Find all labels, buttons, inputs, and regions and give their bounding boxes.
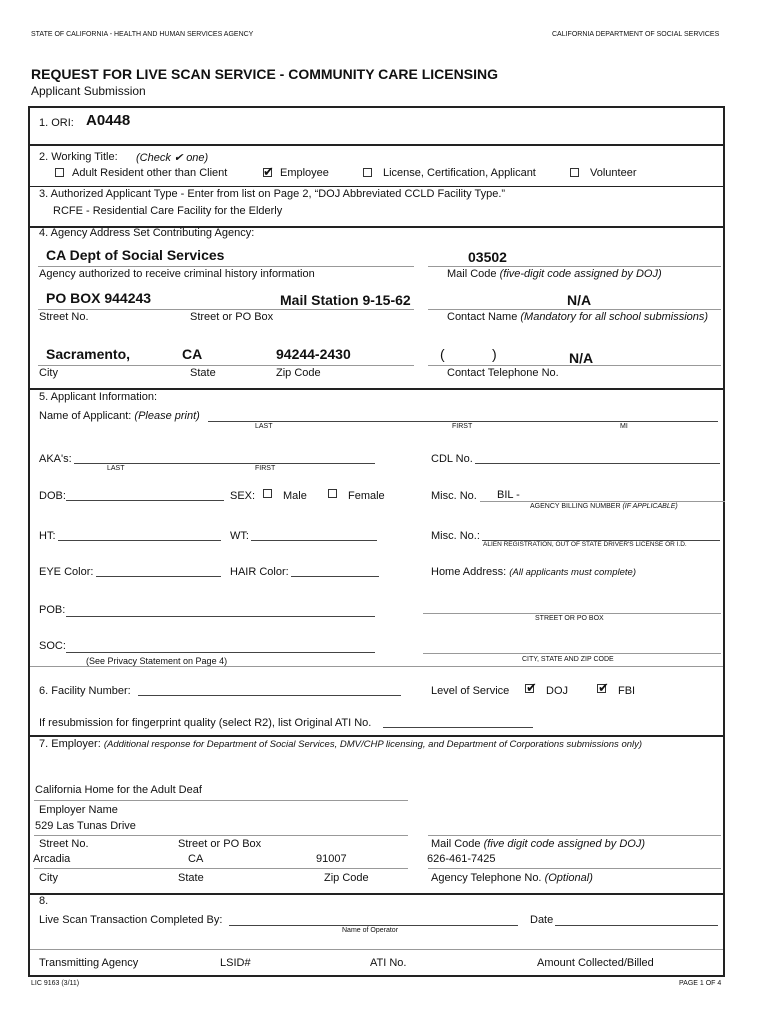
employer-label: 7. Employer: (Additional response for Department of Social Services, DMV/CHP licensing, and Department of Corporations submissions only) (39, 738, 643, 750)
dob-label: DOB: (39, 490, 66, 502)
city-value[interactable]: Sacramento, (46, 346, 131, 362)
fbi-check-icon: ✔ (598, 680, 609, 695)
employer-city-caption: City (39, 872, 58, 884)
cdl-label: CDL No. (431, 453, 473, 465)
doj-check-icon: ✔ (526, 680, 537, 695)
last-caption: LAST (255, 423, 273, 430)
department-header: CALIFORNIA DEPARTMENT OF SOCIAL SERVICES (552, 31, 720, 38)
hair-color-field[interactable] (291, 576, 379, 577)
home-street-field (423, 613, 721, 614)
employer-name-caption: Employer Name (39, 804, 118, 816)
adult-resident-checkbox[interactable] (55, 168, 64, 177)
aka-label: AKA's: (39, 453, 72, 465)
applicant-name-field[interactable] (208, 421, 718, 422)
employer-zip-caption: Zip Code (324, 872, 369, 884)
phone-open-paren: ( (440, 346, 445, 362)
street-no-caption: Street No. (39, 311, 89, 323)
agency-header: STATE OF CALIFORNIA - HEALTH AND HUMAN SERVICES AGENCY (31, 31, 254, 38)
form-title: REQUEST FOR LIVE SCAN SERVICE - COMMUNITY CARE LICENSING (31, 66, 498, 82)
soc-label: SOC: (39, 640, 66, 652)
ati-no-label: ATI No. (370, 957, 407, 969)
female-label: Female (348, 490, 385, 502)
alien-caption: ALIEN REGISTRATION, OUT OF STATE DRIVER'S LICENSE OR I.D. (483, 541, 687, 548)
employer-street-value[interactable]: 529 Las Tunas Drive (35, 820, 136, 832)
employer-phone-caption: Agency Telephone No. (Optional) (431, 872, 593, 884)
form-subtitle: Applicant Submission (31, 84, 146, 98)
phone-close-paren: ) (492, 346, 497, 362)
applicant-name-label: Name of Applicant: (Please print) (39, 410, 200, 422)
divider-2-3 (28, 186, 725, 187)
height-label: HT: (39, 530, 56, 542)
aka-first-caption: FIRST (255, 465, 276, 472)
employer-phone-line (428, 868, 721, 869)
phone-caption: Contact Telephone No. (447, 367, 559, 379)
employer-street-caption: Street or PO Box (178, 838, 262, 850)
employee-check-icon: ✔ (263, 164, 274, 179)
pob-label: POB: (39, 604, 66, 616)
resubmission-label: If resubmission for fingerprint quality (select R2), list Original ATI No. (39, 717, 372, 729)
page-number: PAGE 1 OF 4 (679, 980, 722, 987)
form-number: LIC 9163 (3/11) (31, 980, 80, 987)
check-note: (Check ✔ one) (136, 152, 209, 164)
female-checkbox[interactable] (328, 489, 337, 498)
aka-last-caption: LAST (107, 465, 125, 472)
state-caption: State (190, 367, 216, 379)
sex-label: SEX: (230, 490, 256, 502)
original-ati-field[interactable] (383, 727, 533, 728)
male-checkbox[interactable] (263, 489, 272, 498)
employer-mail-line (428, 835, 721, 836)
weight-label: WT: (230, 530, 249, 542)
home-city-caption: CITY, STATE AND ZIP CODE (522, 656, 614, 663)
applicant-type-value[interactable]: RCFE - Residential Care Facility for the Elderly (53, 205, 283, 217)
billing-number-field (480, 501, 725, 502)
ori-label: 1. ORI: (39, 117, 74, 129)
misc-no-2-label: Misc. No.: (431, 530, 480, 542)
agency-name-value[interactable]: CA Dept of Social Services (46, 247, 225, 263)
aka-field[interactable] (74, 463, 375, 464)
operator-name-field[interactable] (229, 925, 518, 926)
street-line (38, 309, 414, 310)
volunteer-checkbox[interactable] (570, 168, 579, 177)
agency-address-label: 4. Agency Address Set Contributing Agency: (39, 227, 255, 239)
employee-label: Employee (280, 167, 329, 179)
level-of-service-label: Level of Service (431, 685, 510, 697)
section-7-box (28, 735, 725, 895)
hair-color-label: HAIR Color: (230, 566, 289, 578)
mail-code-value[interactable]: 03502 (468, 249, 507, 265)
mail-code-line (428, 266, 721, 267)
working-title-label: 2. Working Title: (39, 151, 118, 163)
zip-caption: Zip Code (276, 367, 321, 379)
contact-name-line (428, 309, 721, 310)
transmitting-agency-label: Transmitting Agency (39, 957, 139, 969)
completed-by-label: Live Scan Transaction Completed By: (39, 914, 223, 926)
date-label: Date (530, 914, 554, 926)
street-caption: Street or PO Box (190, 311, 274, 323)
employer-street-no-caption: Street No. (39, 838, 89, 850)
home-city-field (423, 653, 721, 654)
mail-code-caption: Mail Code (five-digit code assigned by DOJ) (447, 268, 662, 280)
street-value[interactable]: Mail Station 9-15-62 (280, 292, 411, 308)
operator-caption: Name of Operator (342, 927, 399, 934)
facility-number-field[interactable] (138, 695, 401, 696)
section-8-label: 8. (39, 895, 49, 907)
section-1-box (28, 106, 725, 146)
mi-caption: MI (620, 423, 628, 430)
home-address-label: Home Address: (All applicants must complete) (431, 566, 636, 578)
dob-field[interactable] (66, 500, 224, 501)
doj-label: DOJ (546, 685, 568, 697)
city-line (38, 365, 414, 366)
applicant-type-label: 3. Authorized Applicant Type - Enter from list on Page 2, “DOJ Abbreviated CCLD Facility Type.” (39, 188, 506, 200)
license-label: License, Certification, Applicant (383, 167, 536, 179)
contact-name-value[interactable]: N/A (567, 292, 592, 308)
cdl-field[interactable] (475, 463, 720, 464)
contact-name-caption: Contact Name (Mandatory for all school submissions) (447, 311, 709, 323)
eye-color-field[interactable] (96, 576, 221, 577)
employer-name-value[interactable]: California Home for the Adult Deaf (35, 784, 202, 796)
male-label: Male (283, 490, 307, 502)
billing-caption: AGENCY BILLING NUMBER (IF APPLICABLE) (530, 503, 678, 510)
height-field[interactable] (58, 540, 221, 541)
facility-number-label: 6. Facility Number: (39, 685, 131, 697)
section-5-6-divider (30, 666, 723, 667)
agency-name-line (38, 266, 414, 267)
employer-name-line (34, 800, 408, 801)
lsid-label: LSID# (220, 957, 251, 969)
employer-phone-value[interactable]: 626-461-7425 (427, 853, 496, 865)
date-field[interactable] (555, 925, 718, 926)
employer-mail-caption: Mail Code (five digit code assigned by DOJ) (431, 838, 646, 850)
phone-line (428, 365, 721, 366)
zip-value[interactable]: 94244-2430 (276, 346, 351, 362)
license-checkbox[interactable] (363, 168, 372, 177)
employer-state-caption: State (178, 872, 204, 884)
agency-caption: Agency authorized to receive criminal history information (39, 268, 315, 280)
billing-number-value[interactable]: BIL - (497, 489, 520, 501)
section-8-divider (30, 949, 723, 950)
adult-resident-label: Adult Resident other than Client (72, 167, 228, 179)
volunteer-label: Volunteer (590, 167, 637, 179)
employer-state-value[interactable]: CA (188, 853, 204, 865)
street-no-value[interactable]: PO BOX 944243 (46, 290, 152, 306)
misc-no-label: Misc. No. (431, 490, 477, 502)
city-caption: City (39, 367, 58, 379)
home-street-caption: STREET OR PO BOX (535, 615, 604, 622)
first-caption: FIRST (452, 423, 473, 430)
pob-field[interactable] (66, 616, 375, 617)
amount-label: Amount Collected/Billed (537, 957, 654, 969)
employer-city-value[interactable]: Arcadia (33, 853, 71, 865)
weight-field[interactable] (251, 540, 377, 541)
state-value[interactable]: CA (182, 346, 203, 362)
eye-color-label: EYE Color: (39, 566, 94, 578)
privacy-note: (See Privacy Statement on Page 4) (86, 656, 228, 666)
fbi-label: FBI (618, 685, 636, 697)
employer-street-line (34, 835, 408, 836)
ori-value[interactable]: A0448 (86, 112, 131, 129)
employer-zip-value[interactable]: 91007 (316, 853, 347, 865)
phone-value[interactable]: N/A (569, 350, 594, 366)
soc-field[interactable] (66, 652, 375, 653)
employer-city-line (34, 868, 408, 869)
applicant-info-label: 5. Applicant Information: (39, 391, 158, 403)
